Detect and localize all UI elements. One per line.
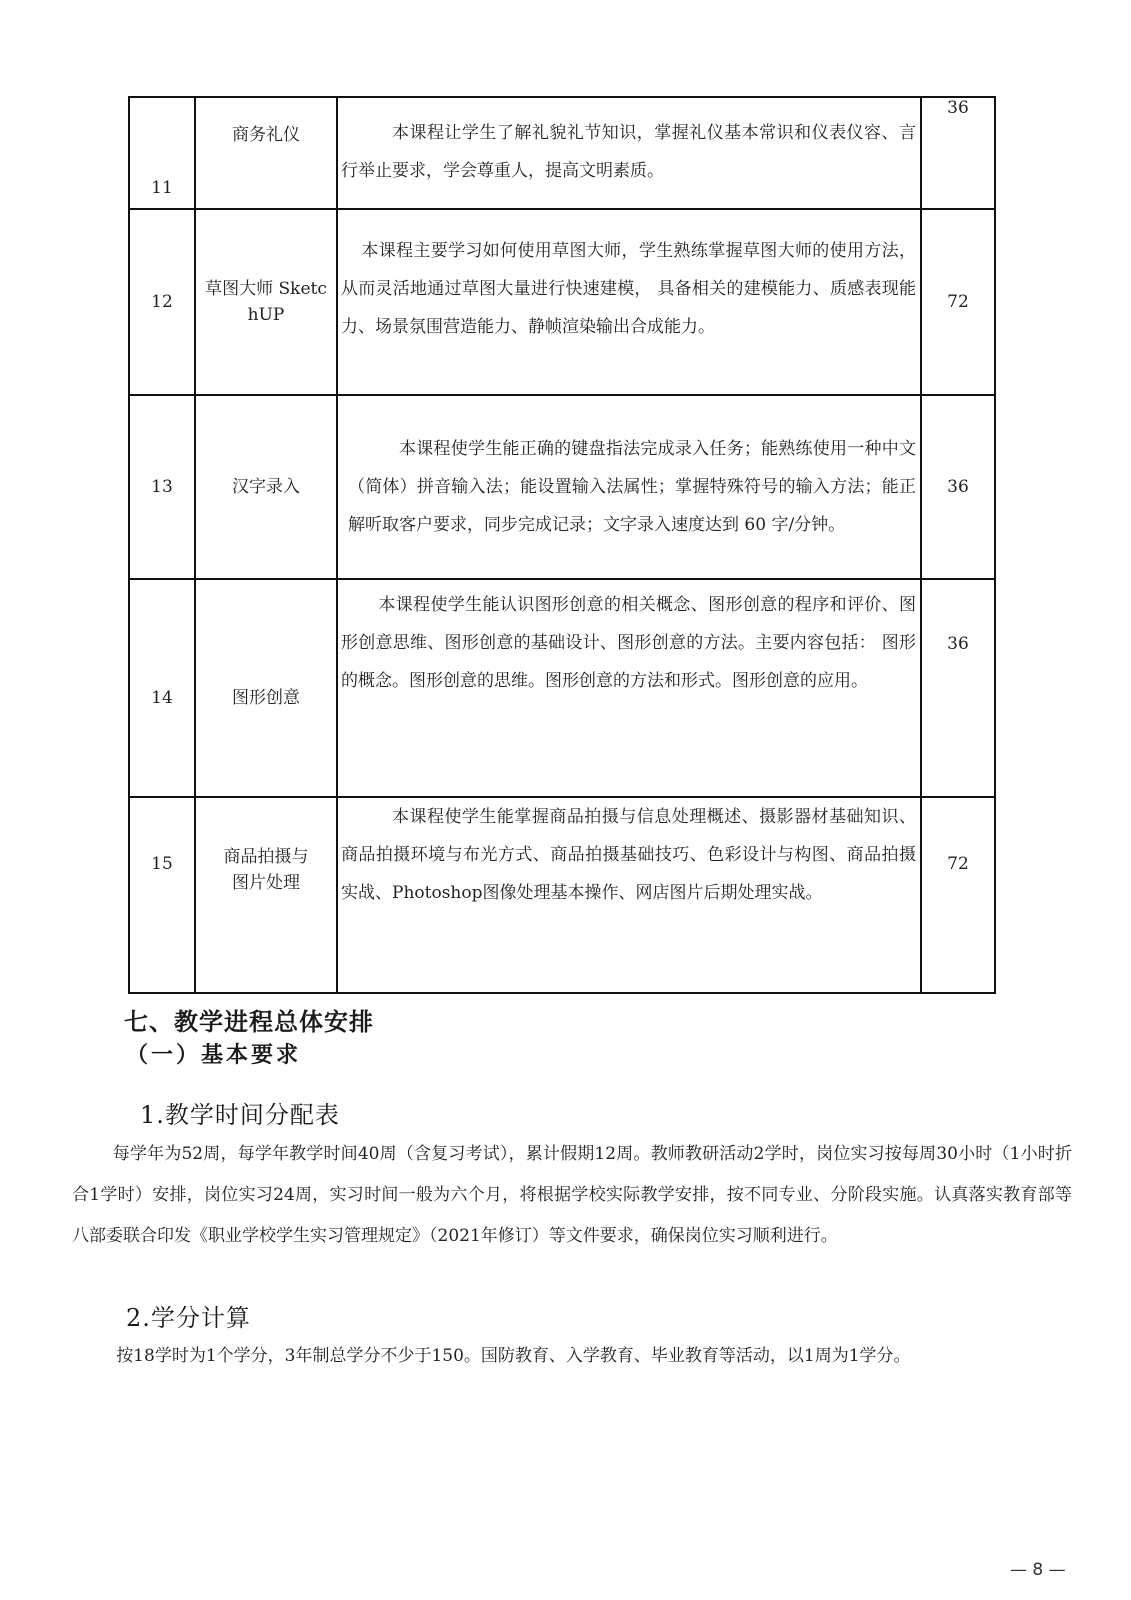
- course-number: 14: [129, 579, 195, 797]
- course-number: 13: [129, 395, 195, 579]
- course-number: 12: [129, 209, 195, 395]
- item1-heading: 1.教学时间分配表: [140, 1101, 340, 1129]
- table-row: [129, 209, 995, 395]
- item2-paragraph: 按18学时为1个学分，3年制总学分不少于150。国防教育、入学教育、毕业教育等活动，以1周为1学分。: [116, 1346, 911, 1366]
- course-description: 本课程使学生能认识图形创意的相关概念、图形创意的程序和评价、图形创意思维、图形创意的基础设计、图形创意的方法。主要内容包括： 图形的概念。图形创意的思维。图形创意的方法和形式。图形创意的应用。: [337, 579, 921, 797]
- table-row: [129, 579, 995, 797]
- course-description: 本课程使学生能掌握商品拍摄与信息处理概述、摄影器材基础知识、商品拍摄环境与布光方式、商品拍摄基础技巧、色彩设计与构图、商品拍摄实战、Photoshop图像处理基本操作、网店图片后期处理实战。: [337, 797, 921, 993]
- table-row: [129, 797, 995, 993]
- course-description: 本课程主要学习如何使用草图大师，学生熟练掌握草图大师的使用方法，从而灵活地通过草图大量进行快速建模， 具备相关的建模能力、质感表现能力、场景氛围营造能力、静帧渲染输出合成能力。: [337, 209, 921, 395]
- course-description: 本课程让学生了解礼貌礼节知识，掌握礼仪基本常识和仪表仪容、言行举止要求，学会尊重人，提高文明素质。: [337, 97, 921, 209]
- course-hours: 72: [921, 209, 995, 395]
- item2-heading: 2.学分计算: [126, 1304, 251, 1332]
- course-name: 商务礼仪: [195, 97, 337, 209]
- course-hours: 36: [921, 579, 995, 797]
- course-name: 商品拍摄与图片处理: [195, 797, 337, 993]
- course-hours: 72: [921, 797, 995, 993]
- course-name: 汉字录入: [195, 395, 337, 579]
- table-row: [129, 395, 995, 579]
- section-heading: 七、教学进程总体安排: [124, 1007, 374, 1036]
- course-hours: 36: [921, 395, 995, 579]
- course-name: 图形创意: [195, 579, 337, 797]
- item1-paragraph: 每学年为52周，每学年教学时间40周（含复习考试），累计假期12周。教师教研活动2学时，岗位实习按每周30小时（1小时折合1学时）安排，岗位实习24周，实习时间一般为六个月，将根据学校实际教学安排，按不同专业、分阶段实施。认真落实教育部等八部委联合印发《职业学校学生实习管理规定》（2021年修订）等文件要求，确保岗位实习顺利进行。: [72, 1144, 1072, 1246]
- page-number: — 8 —: [1010, 1560, 1066, 1580]
- subsection-heading: （一）基本要求: [126, 1042, 302, 1068]
- course-description: 本课程使学生能正确的键盘指法完成录入任务；能熟练使用一种中文（简体）拼音输入法；能设置输入法属性；掌握特殊符号的输入方法；能正解听取客户要求，同步完成记录；文字录入速度达到 60 字/分钟。: [337, 395, 921, 579]
- table-row: [129, 97, 995, 209]
- course-hours: 36: [921, 97, 995, 209]
- course-number: 15: [129, 797, 195, 993]
- course-table: [128, 96, 996, 994]
- course-name: 草图大师 SketchUP: [195, 209, 337, 395]
- course-number: 11: [129, 97, 195, 209]
